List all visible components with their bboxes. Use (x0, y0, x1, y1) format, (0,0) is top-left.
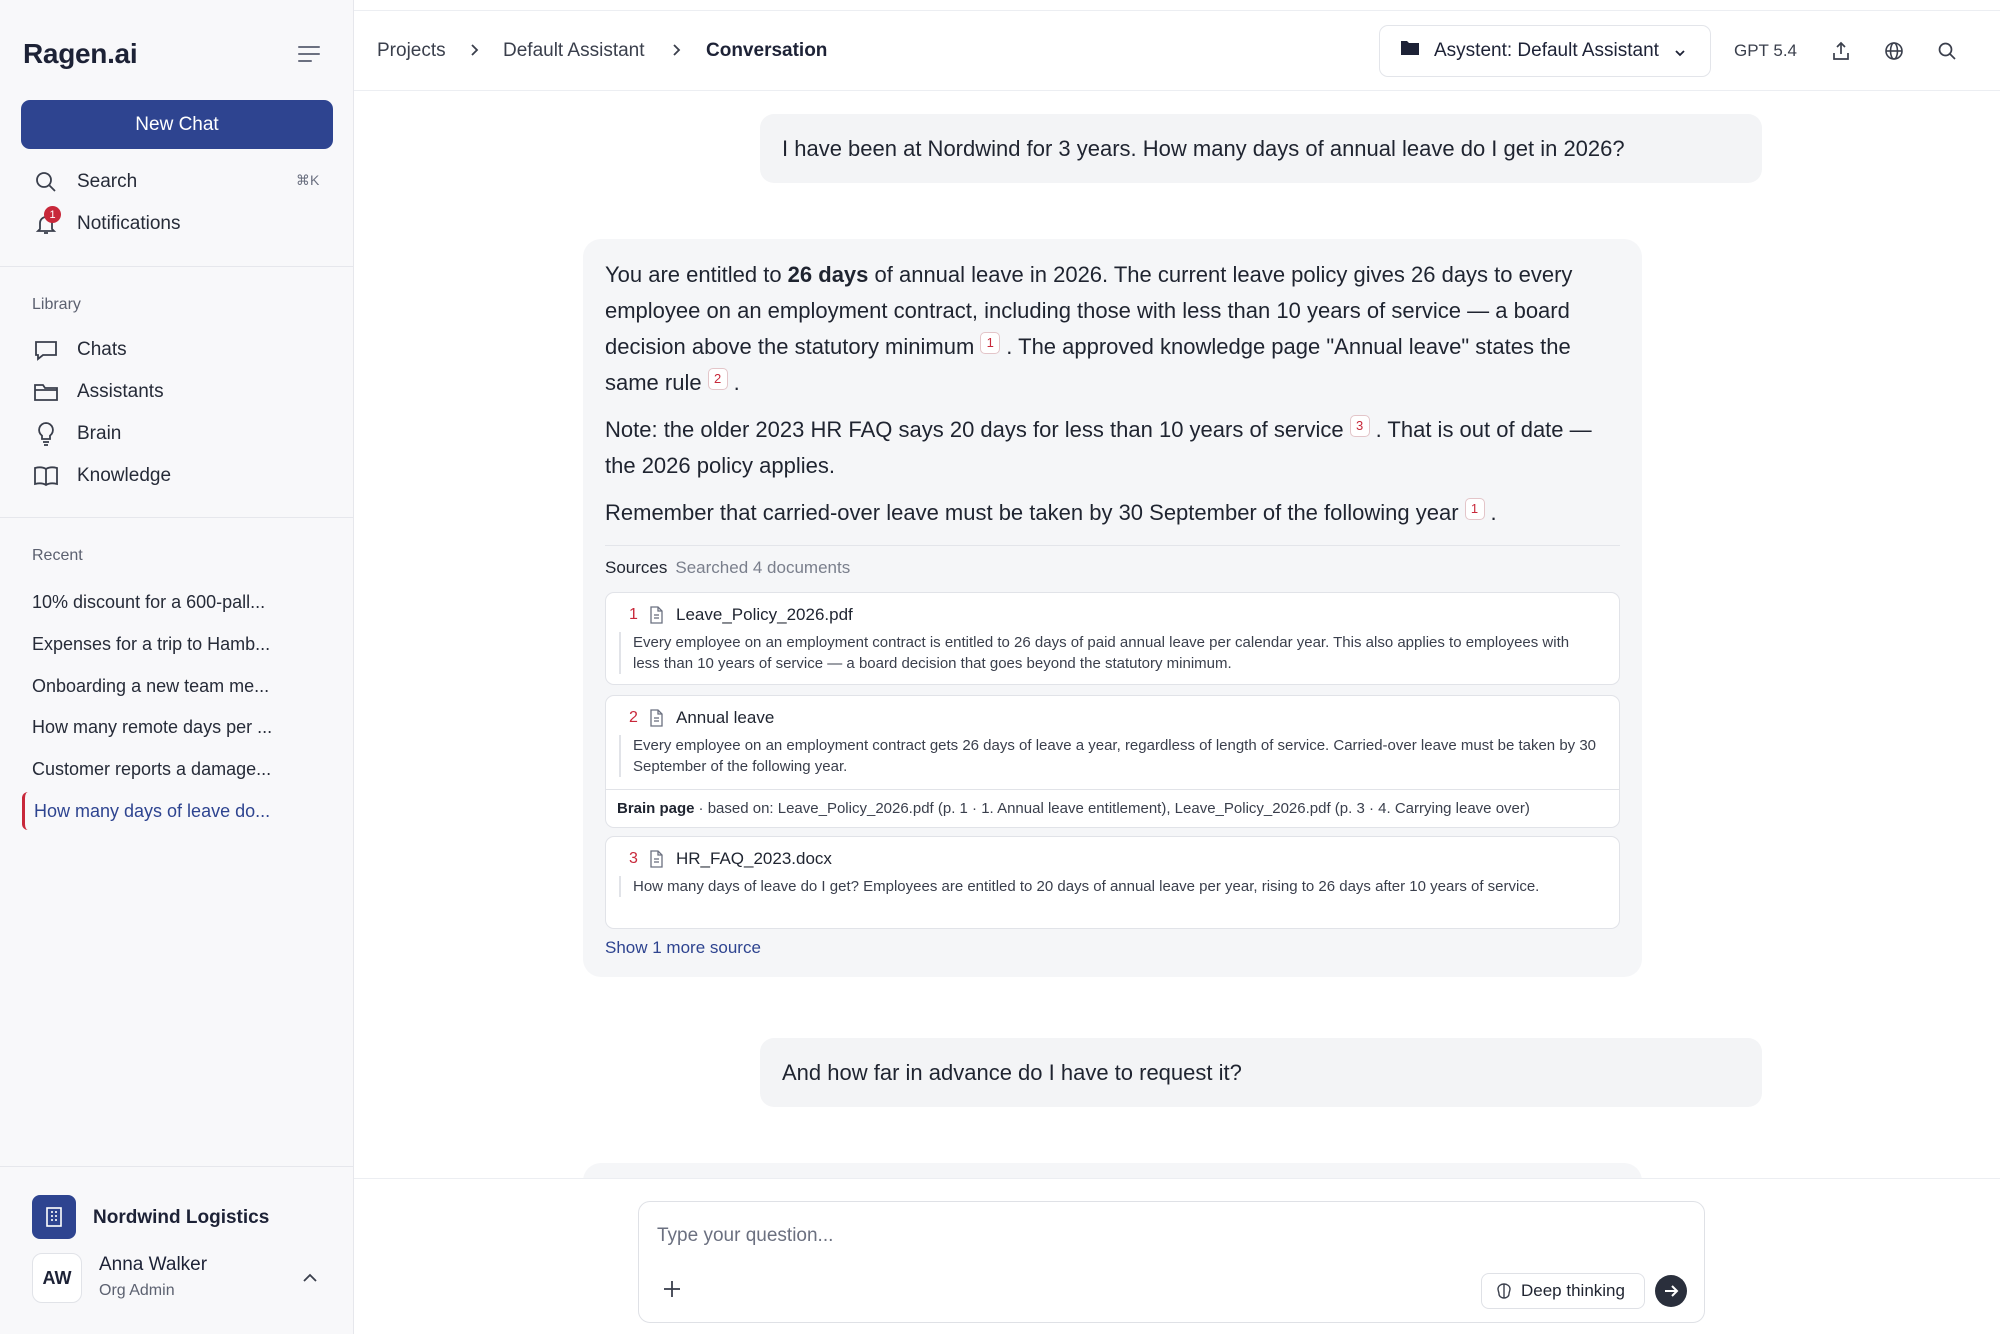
notifications-label: Notifications (77, 213, 181, 234)
assistant-selector[interactable] (1379, 25, 1711, 77)
document-icon (649, 850, 664, 868)
answer-paragraph (605, 257, 1620, 401)
breadcrumb-conversation: Conversation (706, 40, 828, 61)
app-logo[interactable]: Ragen.ai (23, 38, 138, 69)
recent-chat-item-active[interactable]: How many days of leave do... (22, 792, 332, 830)
sidebar-divider (0, 517, 354, 518)
answer-paragraph (605, 412, 1620, 484)
source-excerpt: Every employee on an employment contract gets 26 days of leave a year, regardless of length of service. Carried-over leave must be taken by 30 September of the following year. (619, 735, 1599, 777)
show-more-sources-link[interactable]: Show 1 more source (605, 938, 761, 957)
notifications-badge: 1 (44, 206, 61, 223)
lightbulb-icon (32, 420, 60, 448)
composer-area (354, 1178, 2000, 1334)
answer-text: Note: the older 2023 HR FAQ says 20 days for less than 10 years of service (605, 417, 1344, 442)
source-card[interactable] (605, 592, 1620, 685)
organization-name[interactable]: Nordwind Logistics (93, 1207, 270, 1228)
plus-icon[interactable] (659, 1276, 685, 1302)
new-chat-button[interactable]: New Chat (21, 100, 333, 149)
source-title: Annual leave (676, 708, 775, 727)
answer-text: Remember that carried-over leave must be taken by 30 September of the following year (605, 500, 1459, 525)
search-icon (32, 168, 60, 196)
user-message: I have been at Nordwind for 3 years. How many days of annual leave do I get in 2026? (760, 114, 1762, 183)
search-icon[interactable] (1933, 37, 1961, 65)
search-nav-item[interactable] (32, 168, 137, 196)
citation-badge[interactable]: 1 (980, 332, 1000, 354)
brain-icon (1495, 1282, 1513, 1300)
search-label: Search (77, 171, 138, 192)
search-shortcut: ⌘K (296, 172, 320, 188)
sidebar-item-assistants[interactable] (32, 378, 164, 406)
recent-chat-item[interactable]: Customer reports a damage... (32, 758, 272, 779)
assistant-answer (583, 239, 1642, 977)
bell-icon (32, 210, 60, 238)
source-excerpt: How many days of leave do I get? Employees are entitled to 20 days of annual leave per year, rising to 26 days after 10 years of service. (619, 876, 1599, 897)
chevron-up-icon[interactable] (300, 1268, 320, 1288)
sidebar-divider (0, 266, 354, 267)
citation-badge[interactable]: 2 (708, 368, 728, 390)
citation-badge[interactable]: 3 (1350, 415, 1370, 437)
document-icon (649, 709, 664, 727)
source-card[interactable] (605, 695, 1620, 828)
source-number: 3 (629, 850, 638, 867)
chat-bubble-icon (32, 336, 60, 364)
brain-page-info (606, 789, 1619, 827)
upload-icon[interactable] (1827, 37, 1855, 65)
answer-text: . (733, 370, 740, 395)
chevron-right-icon (669, 41, 685, 59)
recent-chat-item[interactable]: Expenses for a trip to Hamb... (32, 633, 271, 654)
chevron-down-icon (1673, 44, 1687, 58)
collapse-sidebar-icon[interactable] (296, 42, 322, 68)
sources-label: Sources (605, 558, 668, 577)
deep-thinking-label: Deep thinking (1521, 1281, 1625, 1300)
composer (638, 1201, 1705, 1323)
sidebar (0, 0, 354, 1334)
source-excerpt: Every employee on an employment contract is entitled to 26 days of paid annual leave per calendar year. This also applies to employees with less than 10 years of service — a board decision that goes beyond the statutory minimum. (619, 632, 1599, 674)
answer-paragraph (605, 495, 1620, 531)
source-card[interactable] (605, 836, 1620, 929)
source-title: HR_FAQ_2023.docx (676, 849, 832, 868)
folder-icon (1400, 39, 1420, 63)
answer-text: . The approved knowledge page "Annual leave" states the same rule (605, 334, 1571, 395)
brain-page-origin: · based on: Leave_Policy_2026.pdf (p. 1 · 1. Annual leave entitlement), Leave_Policy_2026.pdf (p. 3 · 4. Carrying leave over) (698, 800, 1530, 817)
recent-chat-item[interactable]: How many remote days per ... (32, 716, 273, 737)
breadcrumb-default-assistant[interactable]: Default Assistant (503, 40, 645, 61)
answer-text: . (1490, 500, 1497, 525)
sidebar-item-brain[interactable] (32, 420, 121, 448)
sidebar-item-label: Brain (77, 423, 122, 444)
arrow-right-icon (1662, 1282, 1680, 1300)
building-icon[interactable] (32, 1195, 76, 1239)
globe-icon[interactable] (1880, 37, 1908, 65)
book-icon (32, 462, 60, 490)
brain-page-label: Brain page (617, 800, 695, 817)
notifications-nav-item[interactable] (32, 210, 181, 238)
recent-chat-item[interactable]: Onboarding a new team me... (32, 675, 270, 696)
answer-text: You are entitled to (605, 262, 788, 287)
send-button[interactable] (1655, 1275, 1687, 1307)
sources-header (605, 545, 1620, 578)
sidebar-item-knowledge[interactable] (32, 462, 171, 490)
source-number: 2 (629, 709, 638, 726)
user-name: Anna Walker (99, 1254, 208, 1275)
sidebar-item-chats[interactable] (32, 336, 127, 364)
citation-badge[interactable]: 1 (1465, 498, 1485, 520)
sidebar-item-label: Assistants (77, 381, 164, 402)
source-title: Leave_Policy_2026.pdf (676, 605, 853, 624)
sidebar-item-label: Chats (77, 339, 127, 360)
answer-highlight: 26 days (787, 262, 869, 287)
assistant-selector-label: Asystent: Default Assistant (1434, 40, 1659, 61)
recent-chat-item[interactable]: 10% discount for a 600-pall... (32, 591, 266, 612)
sources-meta: Searched 4 documents (675, 558, 851, 577)
top-bar (354, 11, 2000, 91)
user-role: Org Admin (99, 1282, 175, 1299)
deep-thinking-button[interactable] (1481, 1273, 1645, 1309)
model-selector[interactable]: GPT 5.4 (1734, 41, 1797, 60)
avatar[interactable]: AW (32, 1253, 82, 1303)
sidebar-item-label: Knowledge (77, 465, 172, 486)
folder-icon (32, 378, 60, 406)
source-number: 1 (629, 606, 638, 623)
question-input[interactable] (657, 1220, 1677, 1252)
library-heading: Library (32, 296, 81, 313)
breadcrumb-projects[interactable]: Projects (377, 40, 446, 61)
user-message: And how far in advance do I have to request it? (760, 1038, 1762, 1107)
answer-text: . That is out of date — the 2026 policy applies. (605, 417, 1592, 478)
sidebar-divider (0, 1166, 354, 1167)
answer-text: of annual leave in 2026. The current leave policy gives 26 days to every employee on an employment contract, including those with less than 10 years of service — a board decision above the statutory minimum (605, 262, 1573, 359)
recent-heading: Recent (32, 547, 83, 564)
chevron-right-icon (467, 41, 483, 59)
document-icon (649, 606, 664, 624)
